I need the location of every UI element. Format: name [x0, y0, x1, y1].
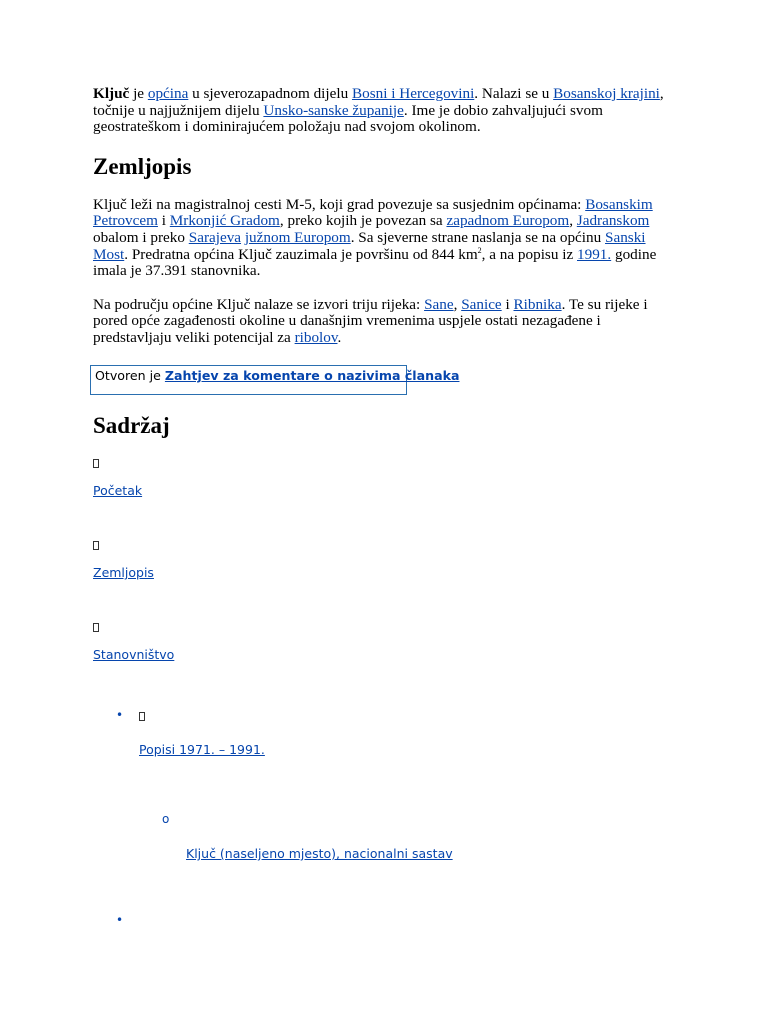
- article-body: [93, 86, 673, 347]
- toc-link-stanovnistvo[interactable]: Stanovništvo: [93, 647, 175, 662]
- bullet-disc: •: [116, 913, 124, 927]
- toggle-icon[interactable]: [93, 623, 99, 632]
- toc-heading: Sadržaj: [93, 413, 170, 438]
- superscript: 2: [477, 245, 482, 255]
- link-juzna-europa[interactable]: južnom Europom: [244, 228, 351, 246]
- toc-link-pocetak[interactable]: Početak: [93, 483, 143, 498]
- link-ribolov[interactable]: ribolov: [294, 328, 338, 346]
- link-sana[interactable]: Sane: [424, 295, 454, 313]
- toc-link-zemljopis[interactable]: Zemljopis: [93, 565, 154, 580]
- link-sanica[interactable]: Sanice: [461, 295, 502, 313]
- link-bih[interactable]: Bosni i Hercegovini: [351, 85, 475, 102]
- text: . Nalazi se u: [474, 85, 554, 102]
- toggle-icon[interactable]: [93, 541, 99, 550]
- text: i: [501, 295, 514, 313]
- text: . Ime je dobio zahvaljujući svom geostrateškom i dominirajućem položaju nad svojom okolinom.: [93, 101, 603, 136]
- text: . Predratna općina Ključ zauzimala je površinu od 844 km: [124, 245, 478, 263]
- text: obalom i preko: [93, 228, 189, 246]
- link-bosanski-petrovac[interactable]: Bosanskim Petrovcem: [93, 195, 653, 230]
- link-sarajevo[interactable]: Sarajeva: [188, 228, 242, 246]
- toc-link-kljuc-sastav[interactable]: Ključ (naseljeno mjesto), nacionalni sastav: [186, 846, 453, 861]
- geo-paragraph-1: [93, 197, 673, 280]
- text: . Te su rijeke i pored opće zagađenosti okoline u današnjim vremenima uspjele ostati nezagađene i predstavljaju veliki potencijal za: [93, 295, 648, 346]
- toc-link-popisi[interactable]: Popisi 1971. – 1991.: [139, 742, 265, 757]
- toggle-icon[interactable]: [93, 459, 99, 468]
- text: . Sa sjeverne strane naslanja se na općinu: [350, 228, 606, 246]
- link-bosanska-krajina[interactable]: Bosanskoj krajini: [553, 85, 660, 102]
- article-subject: Ključ: [93, 85, 130, 102]
- heading-zemljopis: Zemljopis: [93, 153, 192, 179]
- text: ,: [569, 212, 577, 230]
- link-1991[interactable]: 1991.: [577, 245, 612, 263]
- link-ribnik[interactable]: Ribnika: [513, 295, 562, 313]
- rfc-link[interactable]: Zahtjev za komentare o nazivima članaka: [164, 368, 460, 383]
- text: , a na popisu iz: [481, 245, 577, 263]
- text: .: [337, 328, 342, 346]
- link-opcina[interactable]: općina: [147, 85, 189, 102]
- text: , preko kojih je povezan sa: [279, 212, 447, 230]
- text: godine imala je 37.391 stanovnika.: [93, 245, 657, 280]
- text: je: [129, 85, 148, 102]
- text: ,: [453, 295, 462, 313]
- rfc-notice-box: [90, 365, 460, 395]
- text: Ključ leži na magistralnoj cesti M-5, koji grad povezuje sa susjednim općinama:: [93, 195, 586, 213]
- intro-paragraph: [93, 86, 673, 136]
- text: i: [157, 212, 170, 230]
- bullet-circle: o: [162, 812, 170, 826]
- bullet-disc: •: [116, 708, 124, 722]
- link-mrkonjic-grad[interactable]: Mrkonjić Gradom: [169, 212, 280, 230]
- link-jadransko[interactable]: Jadranskom: [576, 212, 650, 230]
- link-usk[interactable]: Unsko-sanske županije: [263, 101, 404, 119]
- notice-prefix: Otvoren je: [95, 368, 165, 383]
- text: Na području općine Ključ nalaze se izvori triju rijeka:: [93, 295, 425, 313]
- toggle-icon[interactable]: [139, 712, 145, 721]
- link-zapadna-europa[interactable]: zapadnom Europom: [446, 212, 570, 230]
- text: u sjeverozapadnom dijelu: [188, 85, 352, 102]
- link-sanski-most[interactable]: Sanski Most: [93, 228, 646, 263]
- geo-paragraph-2: [93, 297, 673, 347]
- text: , točnije u najjužnijem dijelu: [93, 85, 664, 119]
